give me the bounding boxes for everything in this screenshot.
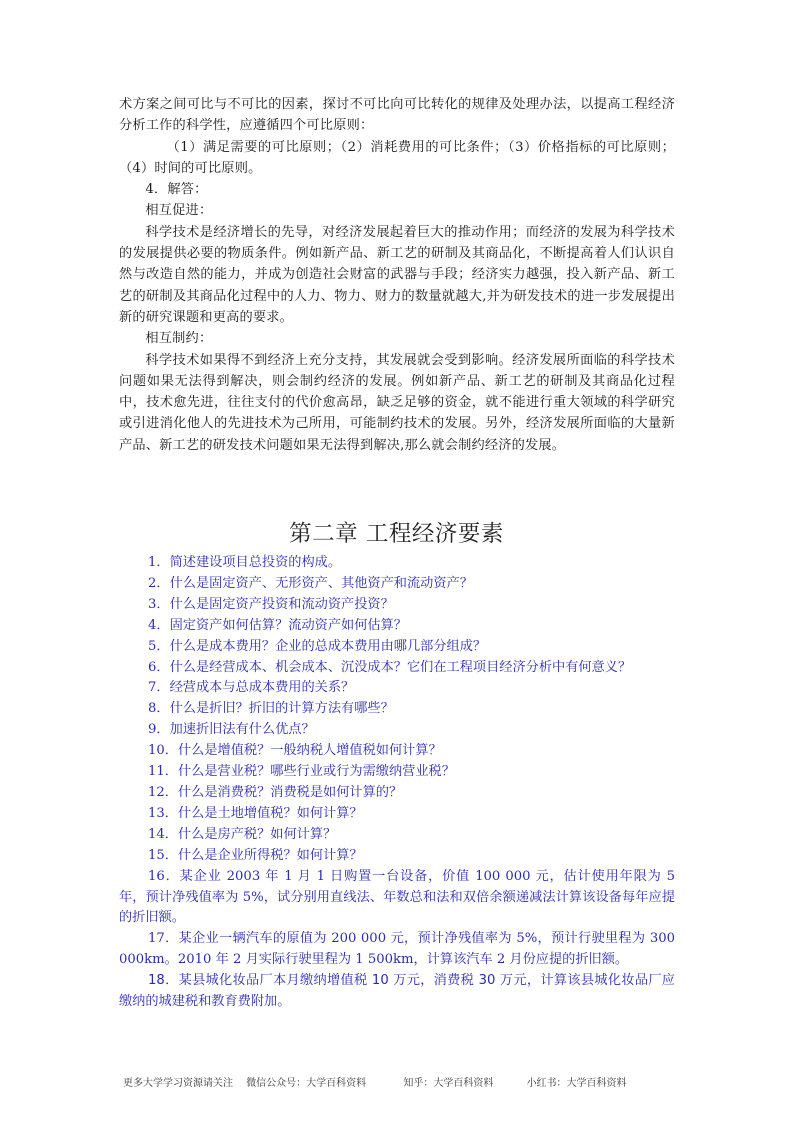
question-item: 2．什么是固定资产、无形资产、其他资产和流动资产？: [148, 575, 473, 591]
principles-list-text: （1）满足需要的可比原则；（2）消耗费用的可比条件；（3）价格指标的可比原则；（4）时间的可比原则。: [119, 139, 675, 176]
restrict-paragraph: 科学技术如果得不到经济上充分支持，其发展就会受到影响。经济发展所面临的科学技术问题如果无法得到解决，则会制约经济的发展。例如新产品、新工艺的研制及其商品化过程中，技术愈先进，往往支付的代价愈高昂，缺乏足够的资金，就不能进行重大领域的科学研究或引进消化他人的先进技术为己所用，可能制约技术的发展。另外，经济发展所面临的大量新产品、新工艺的研发技术问题如果无法得到解决,那么就会制约经济的发展。: [119, 352, 675, 453]
footer-zhihu: 知乎：大学百科资料: [403, 1078, 494, 1089]
question-item: 6．什么是经营成本、机会成本、沉没成本？它们在工程项目经济分析中有何意义？: [148, 659, 632, 675]
question-item: 4．固定资产如何估算？流动资产如何估算？: [148, 617, 407, 633]
promote-paragraph: 科学技术是经济增长的先导，对经济发展起着巨大的推动作用；而经济的发展为科学技术的发展提供必要的物质条件。例如新产品、新工艺的研制及其商品化，不断提高着人们认识自然与改造自然的能力，并成为创造社会财富的武器与手段；经济实力越强，投入新产品、新工艺的研制及其商品化过程中的人力、物力、财力的数量就越大,并为研发技术的进一步发展提出新的研究课题和更高的要求。: [119, 224, 675, 325]
answer-heading: 4．解答：: [145, 182, 208, 198]
promote-heading: 相互促进：: [145, 203, 213, 219]
footer-promo: 更多大学学习资源请关注: [123, 1078, 233, 1089]
question-list: [119, 553, 675, 1013]
question-item: 17．某企业一辆汽车的原值为 200 000 元，预计净残值率为 5%，预计行驶里程为 300 000km。2010 年 2 月实际行驶里程为 1 500km，计算该汽车 2 月份应提的折旧额。: [119, 931, 675, 968]
question-item: 5．什么是成本费用？企业的总成本费用由哪几部分组成？: [148, 638, 487, 654]
restrict-heading: 相互制约：: [145, 331, 213, 347]
question-item: 15．什么是企业所得税？如何计算？: [148, 847, 363, 863]
question-item: 18．某县城化妆品厂本月缴纳增值税 10 万元，消费税 30 万元，计算该县城化妆品厂应缴纳的城建税和教育费附加。: [119, 973, 675, 1010]
question-item: 12．什么是消费税？消费税是如何计算的？: [148, 784, 403, 800]
question-item: 10．什么是增值税？一般纳税人增值税如何计算？: [148, 743, 442, 759]
question-item: 7．经营成本与总成本费用的关系？: [148, 680, 355, 696]
footer-xiaohongshu: 小红书：大学百科资料: [526, 1078, 627, 1089]
question-item: 14．什么是房产税？如何计算？: [148, 826, 337, 842]
question-item: 8．什么是折旧？折旧的计算方法有哪些？: [148, 701, 394, 717]
question-item: 16．某企业 2003 年 1 月 1 日购置一台设备，价值 100 000 元，估计使用年限为 5 年，预计净残值率为 5%，试分别用直线法、年数总和法和双倍余额递减法计算该设备每年应提的折旧额。: [119, 868, 675, 926]
question-item: 9．加速折旧法有什么优点？: [148, 722, 315, 738]
question-item: 13．什么是土地增值税？如何计算？: [148, 805, 363, 821]
question-item: 1．简述建设项目总投资的构成。: [148, 555, 342, 570]
page-footer: [123, 1074, 683, 1089]
question-item: 3．什么是固定资产投资和流动资产投资？: [148, 596, 394, 612]
footer-wechat: 微信公众号：大学百科资料: [246, 1078, 367, 1089]
question-item: 11．什么是营业税？哪些行业或行为需缴纳营业税？: [148, 764, 455, 780]
chapter-title: 第二章 工程经济要素: [289, 521, 504, 547]
principles-paragraph: [119, 94, 675, 456]
principles-intro-text: 术方案之间可比与不可比的因素，探讨不可比向可比转化的规律及处理办法，以提高工程经济分析工作的科学性，应遵循四个可比原则：: [119, 97, 675, 134]
